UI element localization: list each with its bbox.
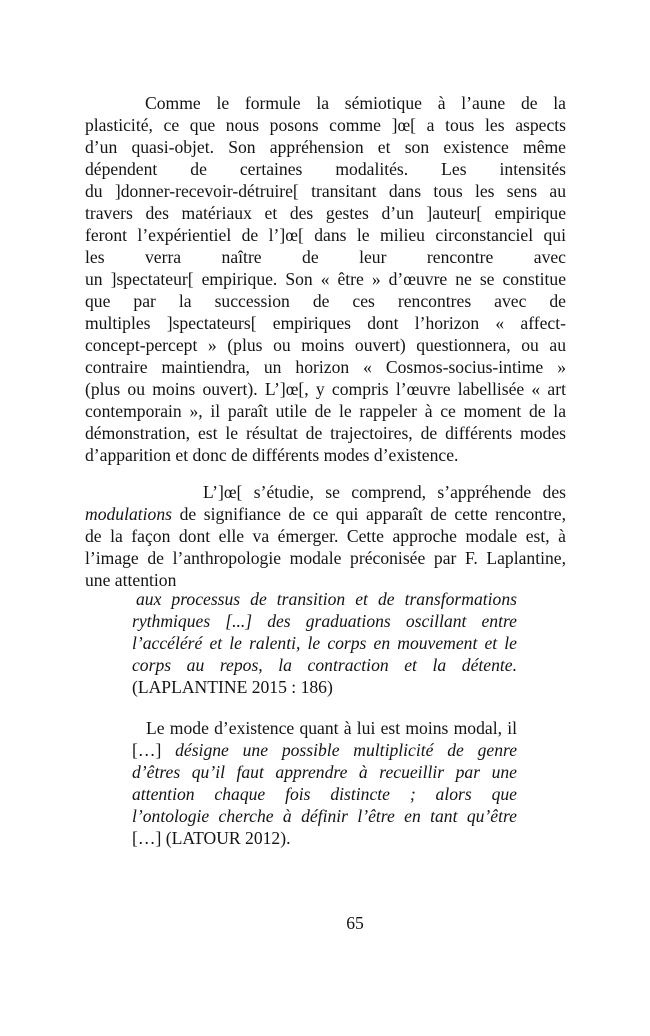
- text-line: L’]œ[ s’étudie, se comprend, s’appréhende des: [203, 482, 566, 502]
- text-line: d’un quasi-objet. Son appréhension et son existence même: [85, 137, 566, 157]
- quote-line: corps au repos, la contraction et la détente.: [132, 655, 517, 675]
- quote-line: attention chaque fois distincte ; alors que: [132, 784, 517, 804]
- text-line: contemporain », il paraît utile de le rappeler à ce moment de la: [85, 401, 566, 421]
- text-line: démonstration, est le résultat de trajectoires, de différents modes: [85, 423, 566, 443]
- quote-line: aux processus de transition et de transformations: [136, 589, 517, 609]
- text-line: dépendent de certaines modalités. Les intensités: [85, 159, 566, 179]
- text-line: Comme le formule la sémiotique à l’aune de la: [145, 93, 566, 113]
- text-line: feront l’expérientiel de l’]œ[ dans le milieu circonstanciel qui: [85, 225, 566, 245]
- quote-line: l’ontologie cherche à définir l’être en tant qu’être: [132, 806, 517, 826]
- text-line: une attention: [85, 570, 177, 590]
- page-number: 65: [346, 913, 364, 933]
- text-line: [85, 503, 566, 525]
- quote-line: d’êtres qu’il faut apprendre à recueillir par une: [132, 762, 517, 782]
- text-line: multiples ]spectateurs[ empiriques dont l’horizon « affect-: [85, 313, 566, 333]
- text-span: de signifiance de ce qui apparaît de cette rencontre,: [172, 504, 566, 524]
- citation: […] (LATOUR 2012).: [132, 828, 291, 848]
- citation: (LAPLANTINE 2015 : 186): [132, 677, 333, 697]
- text-span: désigne une possible multiplicité de genre: [175, 740, 518, 760]
- ellipsis-bracket: […]: [132, 740, 176, 760]
- text-line: (plus ou moins ouvert). L’]œ[, y compris l’œuvre labellisée « art: [85, 379, 566, 399]
- text-line: d’apparition et donc de différents modes d’existence.: [85, 445, 459, 465]
- text-line: du ]donner-recevoir-détruire[ transitant dans tous les sens au: [85, 181, 566, 201]
- quote-line: l’accéléré et le ralenti, le corps en mouvement et le: [132, 633, 517, 653]
- text-line: concept-percept » (plus ou moins ouvert) questionnera, ou au: [85, 335, 566, 355]
- quote-line: [132, 739, 517, 761]
- quote-line: rythmiques [...] des graduations oscillant entre: [132, 611, 517, 631]
- quote-intro-line: Le mode d’existence quant à lui est moins modal, il: [146, 718, 517, 738]
- text-line: les verra naître de leur rencontre avec: [85, 247, 566, 267]
- text-line: travers des matériaux et des gestes d’un ]auteur[ empirique: [85, 203, 566, 223]
- text-line: de la façon dont elle va émerger. Cette approche modale est, à: [85, 526, 566, 546]
- text-line: l’image de l’anthropologie modale préconisée par F. Laplantine,: [85, 548, 566, 568]
- text-line: contraire maintiendra, un horizon « Cosmos-socius-intime »: [85, 357, 566, 377]
- text-line: que par la succession de ces rencontres avec de: [85, 291, 566, 311]
- emphasis-modulations: modulations: [85, 504, 172, 524]
- text-line: plasticité, ce que nous posons comme ]œ[ a tous les aspects: [85, 115, 566, 135]
- text-line: un ]spectateur[ empirique. Son « être » d’œuvre ne se constitue: [85, 269, 566, 289]
